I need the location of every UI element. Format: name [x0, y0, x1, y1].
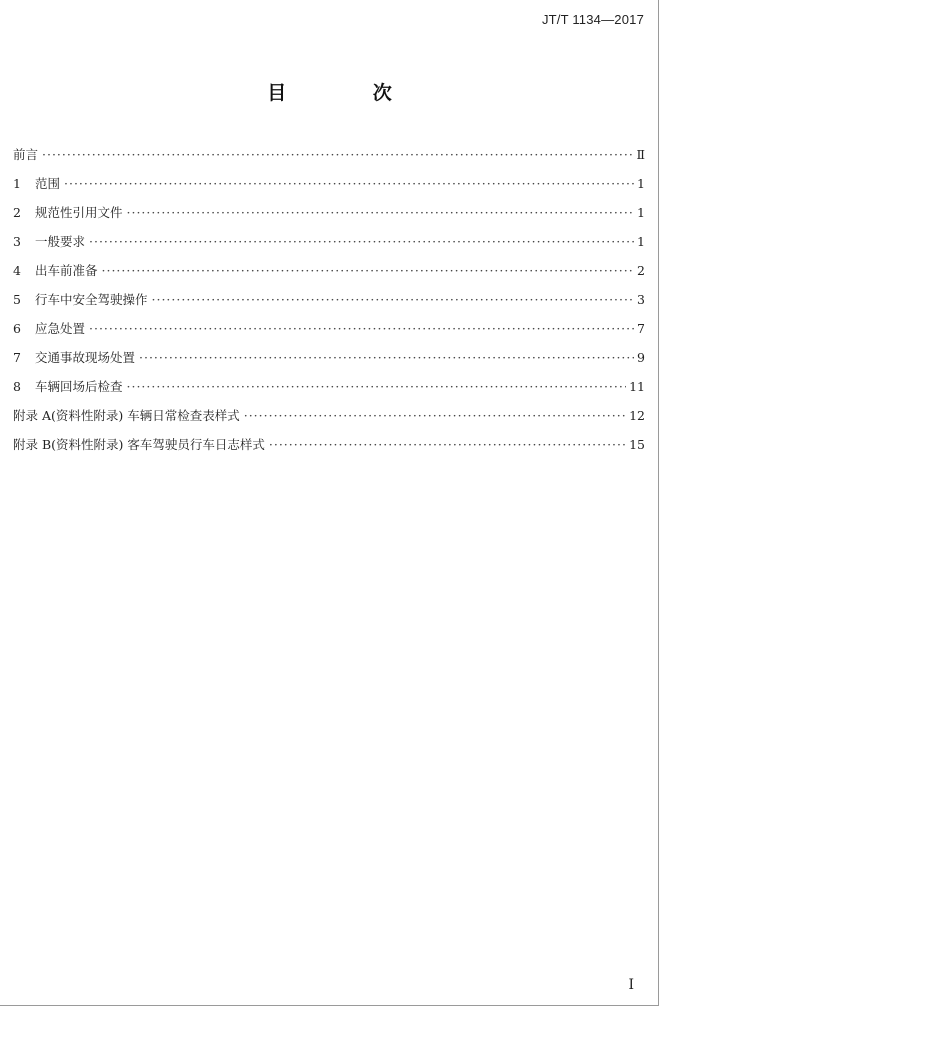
- toc-entry-page: Ⅱ: [636, 147, 645, 162]
- toc-leader-dots: [64, 176, 634, 191]
- toc-entry-number: 6: [13, 321, 21, 336]
- toc-leader-dots: [89, 321, 634, 336]
- table-of-contents: [13, 145, 645, 464]
- toc-entry-text: 前言: [13, 147, 39, 162]
- toc-entry-2[interactable]: [13, 203, 645, 232]
- toc-entry-5[interactable]: [13, 290, 645, 319]
- toc-leader-dots: [244, 408, 626, 423]
- toc-entry-text: 车辆回场后检查: [35, 379, 123, 394]
- standard-code: JT/T 1134—2017: [541, 12, 644, 27]
- toc-leader-dots: [102, 263, 635, 278]
- toc-entry-1[interactable]: [13, 174, 645, 203]
- toc-entry-number: 4: [13, 263, 21, 278]
- toc-entry-appendix-b[interactable]: [13, 435, 645, 464]
- toc-leader-dots: [127, 205, 635, 220]
- toc-entry-text: 范围: [35, 176, 61, 191]
- toc-entry-page: 7: [637, 321, 645, 336]
- toc-entry-page: 15: [629, 437, 645, 452]
- toc-entry-number: 2: [13, 205, 21, 220]
- toc-entry-number: 8: [13, 379, 21, 394]
- toc-entry-page: 3: [637, 292, 645, 307]
- toc-entry-8[interactable]: [13, 377, 645, 406]
- toc-entry-7[interactable]: [13, 348, 645, 377]
- page-number: I: [628, 977, 634, 993]
- toc-entry-number: 5: [13, 292, 21, 307]
- toc-entry-page: 12: [629, 408, 645, 423]
- toc-entry-text: 附录 B(资料性附录) 客车驾驶员行车日志样式: [13, 437, 265, 452]
- toc-leader-dots: [127, 379, 627, 394]
- toc-entry-4[interactable]: [13, 261, 645, 290]
- toc-entry-page: 1: [637, 176, 645, 191]
- toc-entry-text: 行车中安全驾驶操作: [35, 292, 148, 307]
- toc-leader-dots: [42, 147, 633, 162]
- toc-entry-page: 1: [637, 234, 645, 249]
- toc-entry-6[interactable]: [13, 319, 645, 348]
- toc-leader-dots: [139, 350, 634, 365]
- toc-entry-number: 7: [13, 350, 21, 365]
- toc-entry-page: 2: [637, 263, 645, 278]
- toc-entry-appendix-a[interactable]: [13, 406, 645, 435]
- toc-entry-text: 应急处置: [35, 321, 86, 336]
- toc-leader-dots: [269, 437, 626, 452]
- toc-entry-page: 1: [637, 205, 645, 220]
- toc-entry-page: 9: [637, 350, 645, 365]
- toc-entry-text: 出车前准备: [35, 263, 98, 278]
- toc-entry-text: 规范性引用文件: [35, 205, 123, 220]
- toc-entry-text: 附录 A(资料性附录) 车辆日常检查表样式: [13, 408, 240, 423]
- toc-entry-text: 一般要求: [35, 234, 86, 249]
- toc-entry-number: 3: [13, 234, 21, 249]
- toc-leader-dots: [89, 234, 634, 249]
- toc-leader-dots: [152, 292, 635, 307]
- toc-entry-foreword[interactable]: [13, 145, 645, 174]
- toc-entry-page: 11: [629, 379, 645, 394]
- toc-entry-3[interactable]: [13, 232, 645, 261]
- toc-entry-text: 交通事故现场处置: [35, 350, 136, 365]
- toc-entry-number: 1: [13, 176, 21, 191]
- toc-title: 目 次: [267, 82, 432, 104]
